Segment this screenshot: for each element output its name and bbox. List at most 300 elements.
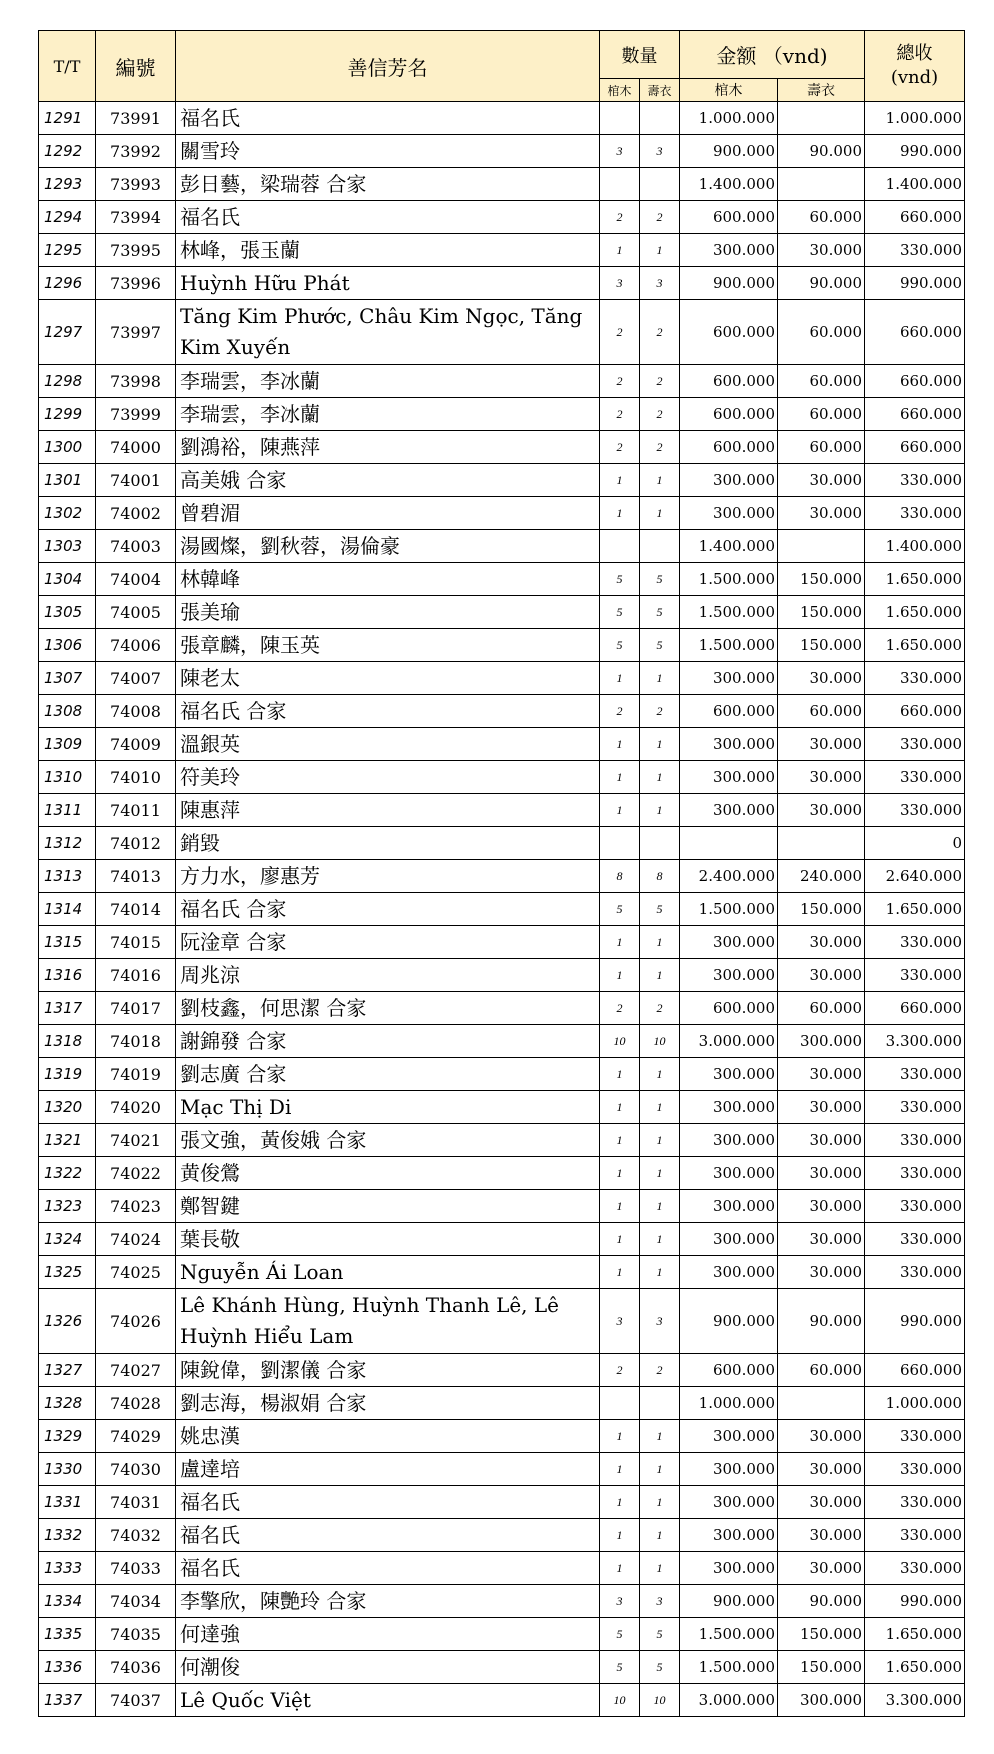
row-qty-coffin: 5 [600,596,640,629]
row-amt-coffin: 300.000 [680,1058,778,1091]
row-qty-coffin: 1 [600,234,640,267]
row-donor-name: 福名氏 [176,1486,600,1519]
row-qty-robe: 2 [640,300,680,365]
table-row [39,135,965,168]
row-amt-coffin: 300.000 [680,234,778,267]
row-code: 74015 [96,926,176,959]
table-row [39,1453,965,1486]
table-row [39,992,965,1025]
row-amt-robe: 60.000 [778,695,865,728]
row-code: 73991 [96,102,176,135]
row-qty-robe: 5 [640,1651,680,1684]
table-row [39,1091,965,1124]
row-amt-coffin: 3.000.000 [680,1684,778,1717]
row-code: 74003 [96,530,176,563]
row-qty-coffin: 3 [600,267,640,300]
row-tt: 1335 [39,1618,96,1651]
row-tt: 1298 [39,365,96,398]
row-qty-coffin: 1 [600,662,640,695]
row-qty-coffin: 1 [600,1058,640,1091]
header-name: 善信芳名 [176,31,600,102]
row-code: 74026 [96,1289,176,1354]
row-amt-coffin: 300.000 [680,794,778,827]
row-qty-robe: 1 [640,234,680,267]
row-donor-name: Nguyễn Ái Loan [176,1256,600,1289]
row-donor-name: Tăng Kim Phước, Châu Kim Ngọc, Tăng Kim Xuyến [176,300,600,365]
row-donor-name: 銷毀 [176,827,600,860]
row-qty-coffin [600,168,640,201]
table-header [39,31,965,102]
row-donor-name: 劉志廣 合家 [176,1058,600,1091]
row-donor-name: 林韓峰 [176,563,600,596]
header-amt-coffin: 棺木 [680,79,778,102]
row-amt-coffin: 300.000 [680,1552,778,1585]
row-tt: 1305 [39,596,96,629]
row-tt: 1306 [39,629,96,662]
row-qty-robe: 1 [640,464,680,497]
row-donor-name: 何達強 [176,1618,600,1651]
row-amt-coffin: 300.000 [680,926,778,959]
table-row [39,201,965,234]
row-qty-robe: 5 [640,629,680,662]
row-donor-name: 劉鴻裕，陳燕萍 [176,431,600,464]
row-total: 330.000 [865,1091,965,1124]
row-amt-robe: 30.000 [778,662,865,695]
row-amt-coffin: 3.000.000 [680,1025,778,1058]
row-tt: 1317 [39,992,96,1025]
row-amt-robe [778,1387,865,1420]
row-tt: 1322 [39,1157,96,1190]
row-tt: 1324 [39,1223,96,1256]
row-total: 330.000 [865,1124,965,1157]
row-total: 330.000 [865,1486,965,1519]
row-amt-coffin: 600.000 [680,992,778,1025]
row-donor-name: 阮淦章 合家 [176,926,600,959]
row-amt-robe: 60.000 [778,1354,865,1387]
row-qty-coffin: 1 [600,497,640,530]
row-code: 74016 [96,959,176,992]
row-tt: 1337 [39,1684,96,1717]
row-qty-coffin: 1 [600,1519,640,1552]
row-amt-coffin: 300.000 [680,728,778,761]
row-code: 73999 [96,398,176,431]
row-amt-robe: 90.000 [778,135,865,168]
table-row [39,1124,965,1157]
row-amt-robe: 30.000 [778,794,865,827]
row-total: 2.640.000 [865,860,965,893]
row-total: 1.650.000 [865,596,965,629]
row-amt-coffin: 900.000 [680,1289,778,1354]
header-qty-robe: 壽衣 [640,79,680,102]
row-amt-robe: 30.000 [778,959,865,992]
row-amt-coffin: 600.000 [680,365,778,398]
row-amt-robe: 150.000 [778,1618,865,1651]
row-tt: 1293 [39,168,96,201]
row-tt: 1336 [39,1651,96,1684]
row-qty-coffin [600,1387,640,1420]
row-amt-robe: 150.000 [778,596,865,629]
row-code: 74006 [96,629,176,662]
row-total: 990.000 [865,267,965,300]
row-amt-coffin: 600.000 [680,201,778,234]
row-qty-robe: 1 [640,761,680,794]
row-total: 990.000 [865,1289,965,1354]
row-qty-robe: 1 [640,1519,680,1552]
row-amt-coffin: 300.000 [680,1453,778,1486]
row-donor-name: 林峰，張玉蘭 [176,234,600,267]
row-amt-robe: 30.000 [778,1091,865,1124]
row-amt-robe: 30.000 [778,497,865,530]
row-code: 74037 [96,1684,176,1717]
row-total: 660.000 [865,201,965,234]
row-amt-robe: 30.000 [778,234,865,267]
row-donor-name: 溫銀英 [176,728,600,761]
row-qty-robe: 10 [640,1025,680,1058]
table-row [39,530,965,563]
row-qty-coffin [600,102,640,135]
row-code: 74032 [96,1519,176,1552]
row-amt-coffin: 1.500.000 [680,629,778,662]
table-row [39,596,965,629]
row-amt-robe: 30.000 [778,1223,865,1256]
row-total: 1.650.000 [865,893,965,926]
row-amt-robe [778,530,865,563]
row-amt-coffin: 300.000 [680,1190,778,1223]
row-code: 74023 [96,1190,176,1223]
row-tt: 1307 [39,662,96,695]
table-row [39,959,965,992]
row-qty-robe: 8 [640,860,680,893]
row-qty-coffin: 1 [600,464,640,497]
row-tt: 1333 [39,1552,96,1585]
row-qty-coffin: 1 [600,794,640,827]
row-qty-robe: 2 [640,431,680,464]
table-row [39,365,965,398]
row-qty-coffin: 5 [600,893,640,926]
row-qty-robe: 1 [640,1420,680,1453]
row-amt-robe: 30.000 [778,1190,865,1223]
table-row [39,1519,965,1552]
row-total: 330.000 [865,1190,965,1223]
row-amt-coffin: 1.500.000 [680,563,778,596]
row-tt: 1315 [39,926,96,959]
table-row [39,1256,965,1289]
row-code: 74034 [96,1585,176,1618]
row-total: 660.000 [865,365,965,398]
row-qty-robe: 3 [640,1289,680,1354]
row-donor-name: 黄俊鶯 [176,1157,600,1190]
row-code: 74011 [96,794,176,827]
row-total: 330.000 [865,1157,965,1190]
row-donor-name: 張章麟，陳玉英 [176,629,600,662]
row-donor-name: 福名氏 [176,102,600,135]
row-code: 74028 [96,1387,176,1420]
row-total: 1.400.000 [865,168,965,201]
row-qty-robe: 2 [640,1354,680,1387]
row-qty-coffin: 1 [600,1486,640,1519]
row-amt-robe: 60.000 [778,992,865,1025]
row-qty-coffin: 5 [600,629,640,662]
row-amt-coffin: 900.000 [680,1585,778,1618]
header-qty-coffin: 棺木 [600,79,640,102]
row-donor-name: 鄭智鍵 [176,1190,600,1223]
row-amt-robe: 60.000 [778,398,865,431]
row-qty-robe: 1 [640,728,680,761]
row-tt: 1301 [39,464,96,497]
row-amt-coffin: 300.000 [680,1124,778,1157]
row-total: 3.300.000 [865,1025,965,1058]
row-tt: 1313 [39,860,96,893]
row-amt-robe: 30.000 [778,1157,865,1190]
row-amt-robe: 150.000 [778,563,865,596]
table-row [39,563,965,596]
table-row [39,1223,965,1256]
row-donor-name: 曾碧湄 [176,497,600,530]
row-donor-name: 福名氏 [176,201,600,234]
donation-table [38,30,965,1717]
row-code: 73995 [96,234,176,267]
table-row [39,1552,965,1585]
row-amt-coffin: 600.000 [680,695,778,728]
row-code: 74021 [96,1124,176,1157]
row-total: 330.000 [865,761,965,794]
row-total: 330.000 [865,959,965,992]
row-tt: 1304 [39,563,96,596]
row-qty-robe: 1 [640,926,680,959]
row-qty-coffin: 5 [600,1651,640,1684]
row-amt-coffin: 900.000 [680,135,778,168]
row-donor-name: 彭日藝，梁瑞蓉 合家 [176,168,600,201]
row-tt: 1311 [39,794,96,827]
row-code: 74025 [96,1256,176,1289]
row-tt: 1332 [39,1519,96,1552]
row-qty-robe [640,1387,680,1420]
row-tt: 1295 [39,234,96,267]
row-qty-coffin: 8 [600,860,640,893]
row-qty-robe: 1 [640,497,680,530]
row-qty-coffin: 1 [600,959,640,992]
table-row [39,1585,965,1618]
row-tt: 1331 [39,1486,96,1519]
row-donor-name: 陳惠萍 [176,794,600,827]
row-qty-robe: 1 [640,1190,680,1223]
row-donor-name: 劉志海，楊淑娟 合家 [176,1387,600,1420]
row-code: 74013 [96,860,176,893]
row-tt: 1296 [39,267,96,300]
row-total: 1.650.000 [865,1618,965,1651]
row-tt: 1312 [39,827,96,860]
row-tt: 1318 [39,1025,96,1058]
row-amt-coffin: 600.000 [680,1354,778,1387]
row-code: 74005 [96,596,176,629]
row-amt-coffin: 600.000 [680,300,778,365]
row-code: 74007 [96,662,176,695]
table-row [39,1618,965,1651]
row-donor-name: Huỳnh Hữu Phát [176,267,600,300]
row-donor-name: 符美玲 [176,761,600,794]
header-quantity: 數量 [600,31,680,79]
row-qty-coffin: 3 [600,1585,640,1618]
row-amt-robe: 30.000 [778,1552,865,1585]
row-total: 330.000 [865,1519,965,1552]
row-total: 1.000.000 [865,1387,965,1420]
row-tt: 1325 [39,1256,96,1289]
row-qty-robe: 5 [640,563,680,596]
table-row [39,794,965,827]
row-donor-name: 福名氏 合家 [176,893,600,926]
row-tt: 1327 [39,1354,96,1387]
row-donor-name: Lê Quốc Việt [176,1684,600,1717]
row-donor-name: 福名氏 合家 [176,695,600,728]
row-total: 660.000 [865,398,965,431]
row-donor-name: 盧達培 [176,1453,600,1486]
row-qty-robe: 1 [640,1223,680,1256]
row-donor-name: Mạc Thị Di [176,1091,600,1124]
row-total: 330.000 [865,1058,965,1091]
row-amt-coffin: 300.000 [680,1519,778,1552]
row-tt: 1316 [39,959,96,992]
table-row [39,1684,965,1717]
row-donor-name: 葉長敬 [176,1223,600,1256]
row-donor-name: 姚忠漢 [176,1420,600,1453]
row-donor-name: 關雪玲 [176,135,600,168]
row-amt-robe: 60.000 [778,365,865,398]
row-amt-coffin: 300.000 [680,1157,778,1190]
row-qty-robe: 1 [640,1058,680,1091]
table-row [39,1190,965,1223]
row-tt: 1302 [39,497,96,530]
row-code: 74001 [96,464,176,497]
row-total: 660.000 [865,1354,965,1387]
row-donor-name: 何潮俊 [176,1651,600,1684]
row-total: 1.000.000 [865,102,965,135]
row-tt: 1300 [39,431,96,464]
row-code: 74027 [96,1354,176,1387]
row-amt-robe: 90.000 [778,1585,865,1618]
row-qty-robe: 1 [640,1124,680,1157]
row-amt-coffin: 1.000.000 [680,1387,778,1420]
header-amount: 金额 （vnd) [680,31,865,79]
row-total: 330.000 [865,794,965,827]
row-qty-coffin: 2 [600,1354,640,1387]
table-row [39,300,965,365]
row-total: 1.650.000 [865,1651,965,1684]
row-total: 660.000 [865,431,965,464]
row-amt-coffin: 2.400.000 [680,860,778,893]
row-code: 74035 [96,1618,176,1651]
row-tt: 1319 [39,1058,96,1091]
row-qty-robe [640,102,680,135]
row-code: 74029 [96,1420,176,1453]
row-donor-name: 湯國燦，劉秋蓉，湯倫豪 [176,530,600,563]
row-amt-robe: 30.000 [778,1058,865,1091]
row-amt-robe: 240.000 [778,860,865,893]
row-qty-robe [640,168,680,201]
row-amt-robe: 300.000 [778,1025,865,1058]
row-tt: 1334 [39,1585,96,1618]
row-tt: 1292 [39,135,96,168]
row-qty-robe: 1 [640,1157,680,1190]
row-amt-coffin: 1.000.000 [680,102,778,135]
table-row [39,431,965,464]
row-amt-coffin: 300.000 [680,662,778,695]
row-code: 74012 [96,827,176,860]
header-total-unit: (vnd) [890,67,939,88]
row-qty-robe: 3 [640,135,680,168]
row-amt-robe: 30.000 [778,1420,865,1453]
table-row [39,629,965,662]
row-qty-robe: 3 [640,1585,680,1618]
row-amt-robe [778,168,865,201]
row-amt-coffin: 300.000 [680,959,778,992]
row-donor-name: 謝錦發 合家 [176,1025,600,1058]
row-tt: 1309 [39,728,96,761]
table-row [39,695,965,728]
row-tt: 1314 [39,893,96,926]
row-amt-robe [778,827,865,860]
row-donor-name: 福名氏 [176,1552,600,1585]
header-tt: T/T [39,31,96,102]
row-total: 330.000 [865,1420,965,1453]
row-qty-coffin: 5 [600,1618,640,1651]
row-code: 74033 [96,1552,176,1585]
row-donor-name: 張美瑜 [176,596,600,629]
row-qty-coffin: 1 [600,1223,640,1256]
row-tt: 1297 [39,300,96,365]
row-amt-coffin: 300.000 [680,497,778,530]
row-amt-robe: 90.000 [778,267,865,300]
row-total: 1.650.000 [865,629,965,662]
row-qty-coffin: 1 [600,926,640,959]
row-total: 330.000 [865,1552,965,1585]
table-row [39,893,965,926]
row-code: 74017 [96,992,176,1025]
row-qty-coffin: 1 [600,1190,640,1223]
row-amt-robe: 30.000 [778,1453,865,1486]
row-qty-coffin: 2 [600,992,640,1025]
table-row [39,662,965,695]
row-total: 660.000 [865,695,965,728]
row-total: 330.000 [865,728,965,761]
row-code: 73994 [96,201,176,234]
row-code: 74024 [96,1223,176,1256]
row-amt-coffin: 1.500.000 [680,1651,778,1684]
row-total: 330.000 [865,926,965,959]
row-amt-robe: 60.000 [778,201,865,234]
table-row [39,1025,965,1058]
header-total [865,31,965,102]
row-code: 74020 [96,1091,176,1124]
row-amt-robe: 60.000 [778,431,865,464]
row-tt: 1310 [39,761,96,794]
row-tt: 1326 [39,1289,96,1354]
row-code: 74002 [96,497,176,530]
table-row [39,1157,965,1190]
table-row [39,234,965,267]
row-qty-coffin: 1 [600,728,640,761]
row-donor-name: 周兆涼 [176,959,600,992]
table-body [39,102,965,1717]
row-amt-robe: 30.000 [778,761,865,794]
row-qty-robe [640,530,680,563]
row-total: 330.000 [865,234,965,267]
row-qty-robe: 5 [640,893,680,926]
row-qty-coffin [600,827,640,860]
table-row [39,860,965,893]
row-amt-coffin: 300.000 [680,1420,778,1453]
row-amt-coffin: 300.000 [680,1256,778,1289]
row-donor-name: 李瑞雲，李冰蘭 [176,365,600,398]
